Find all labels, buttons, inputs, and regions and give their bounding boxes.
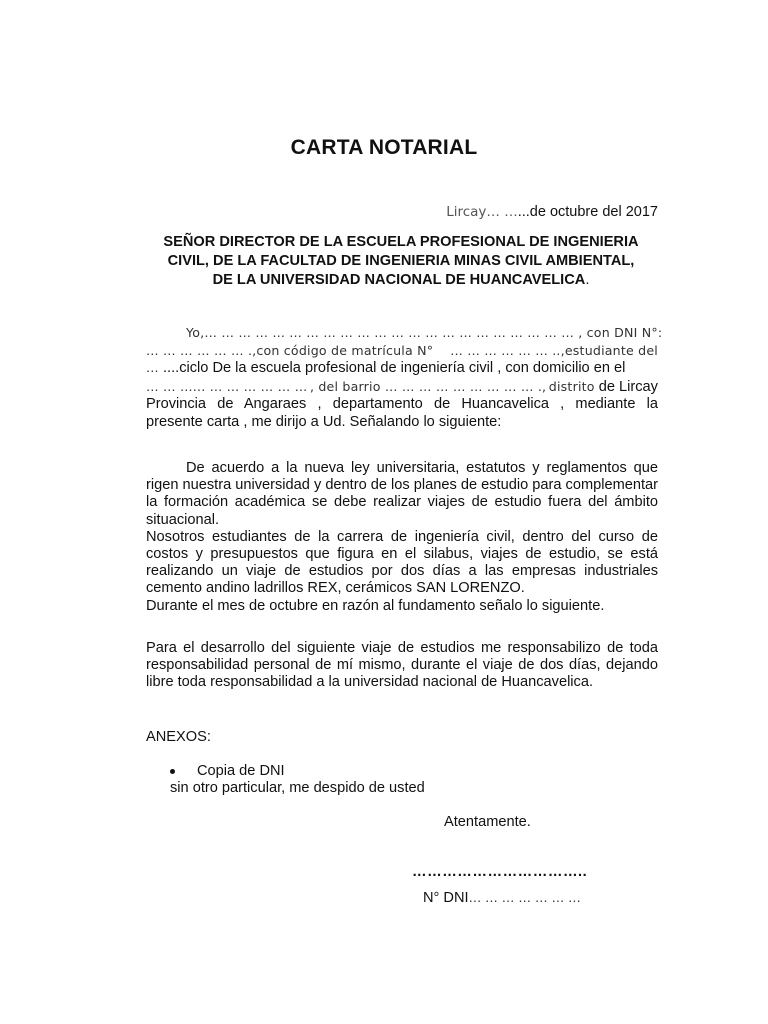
intro-line-4 (146, 378, 658, 397)
body-p1: De acuerdo a la nueva ley universitaria, estatutos y reglamentos que rigen nuestra universidad y dentro de los planes de estudio para complementar la formación académica se debe realizar viajes de estudio fuera del ámbito situacional. (146, 460, 658, 528)
intro-line-4b: , del barrio … … … … … … … … … ., (309, 378, 547, 394)
dni-dots: … … … … … … … (468, 890, 581, 905)
intro-line-2a: … … … … … … .,con código de matrícula N° (146, 342, 434, 358)
addressee-block (145, 233, 657, 290)
annex-item (170, 763, 285, 779)
body-p1b: Nosotros estudiantes de la carrera de ingeniería civil, dentro del curso de costos y presupuestos que figura en el silabus, viajes de estudio, se está realizando un viaje de estudios por dos días a las empresas industriales cemento andino ladrillos REX, cerámicos SAN LORENZO. (146, 528, 658, 597)
dni-label: N° DNI (423, 890, 469, 906)
addressee-line-3-end: . (585, 272, 590, 288)
intro-line-4a: … … …... … … … … … … (146, 378, 308, 394)
addressee-line-1: SEÑOR DIRECTOR DE LA ESCUELA PROFESIONAL DE INGENIERIA (163, 234, 639, 250)
date-line (446, 204, 658, 220)
intro-line-3b: ....ciclo De la escuela profesional de ingeniería civil , con domicilio en el (163, 360, 626, 376)
date-place: Lircay… … (446, 204, 518, 220)
intro-line-4c: distrito (548, 378, 595, 394)
body-p1c: Durante el mes de octubre en razón al fundamento señalo lo siguiente. (146, 597, 605, 614)
intro-line-2 (146, 342, 658, 360)
document-title: CARTA NOTARIAL (290, 136, 478, 159)
intro-line-2b: … … … … … … ..,estudiante del (450, 342, 658, 358)
intro-paragraph (146, 324, 663, 431)
intro-line-1: Yo,… … … … … … … … … … … … … … … … … … … … … … , con DNI N°: (186, 325, 663, 340)
addressee-line-3: DE LA UNIVERSIDAD NACIONAL DE HUANCAVELICA (212, 272, 586, 288)
annex-item-label: Copia de DNI (197, 763, 285, 779)
intro-line-3a: … (146, 360, 163, 375)
bullet-icon (170, 769, 175, 774)
intro-line-5: Provincia de Angaraes , departamento de Huancavelica , mediante la (146, 396, 658, 412)
intro-line-4cd (549, 378, 658, 397)
dni-line (423, 890, 581, 906)
addressee-line-3-wrap (145, 271, 657, 290)
signature-line: …………………………….. (412, 864, 588, 880)
addressee-line-2: CIVIL, DE LA FACULTAD DE INGENIERIA MINAS CIVIL AMBIENTAL, (167, 253, 635, 269)
intro-line-4d: de Lircay (594, 378, 658, 395)
body-paragraph-2: Para el desarrollo del siguiente viaje de estudios me responsabilizo de toda responsabilidad personal de mí mismo, durante el viaje de dos días, dejando libre toda responsabilidad a la universidad nacional de Huancavelica. (146, 640, 658, 691)
date-rest: ...de octubre del 2017 (517, 204, 658, 220)
intro-line-6: presente carta , me dirijo a Ud. Señalando lo siguiente: (146, 413, 502, 430)
regards-line: Atentamente. (444, 814, 531, 830)
annexes-label: ANEXOS: (146, 729, 211, 745)
intro-line-3 (146, 359, 658, 378)
closing-line: sin otro particular, me despido de usted (170, 780, 425, 796)
body-paragraph-1 (146, 460, 658, 615)
